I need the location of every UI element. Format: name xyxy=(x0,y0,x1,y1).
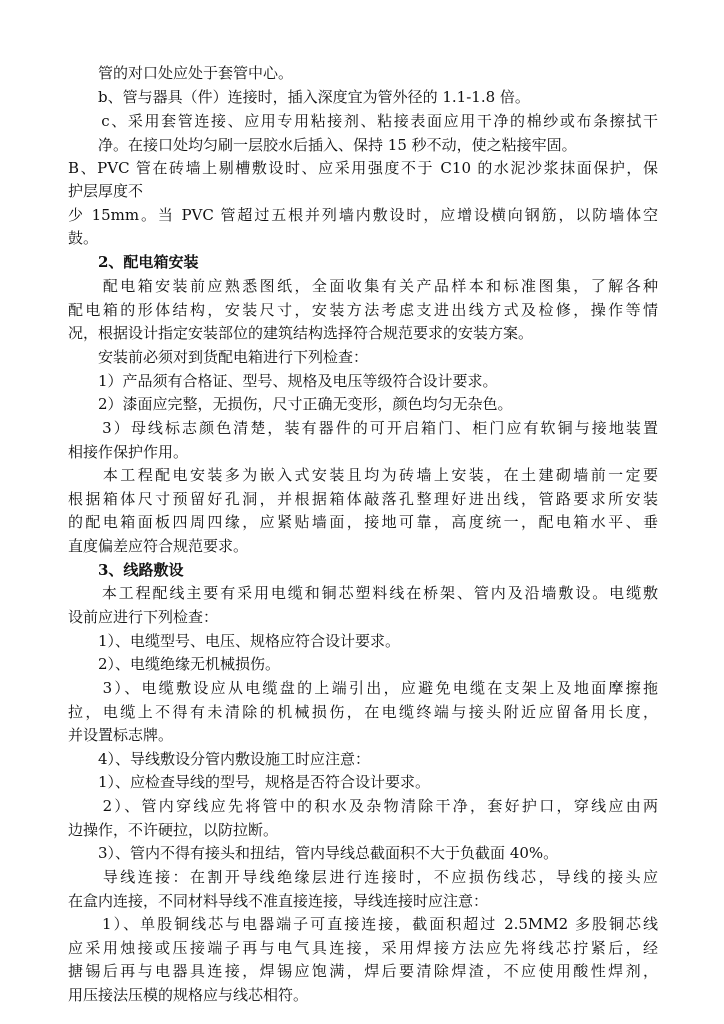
text-line: 并设置标志牌。 xyxy=(68,726,174,744)
section-heading: 2、配电箱安装 xyxy=(68,253,199,271)
text-line: 直度偏差应符合规范要求。 xyxy=(68,537,249,555)
text-line: 边操作，不许硬拉，以防拉断。 xyxy=(68,821,279,839)
text-line: 本工程配电安装多为嵌入式安装且均为砖墙上安装，在土建砌墙前一定要 xyxy=(68,466,658,484)
text-line: 1）产品须有合格证、型号、规格及电压等级符合设计要求。 xyxy=(68,372,498,390)
text-line: 本工程配线主要有采用电缆和铜芯塑料线在桥架、管内及沿墙敷设。电缆敷 xyxy=(68,584,658,602)
text-line: 2）漆面应完整，无损伤，尺寸正确无变形，颜色均匀无杂色。 xyxy=(68,395,513,413)
text-line: b、管与器具（件）连接时，插入深度宜为管外径的 1.1-1.8 倍。 xyxy=(68,88,530,106)
text-line: 1）、单股铜线芯与电器端子可直接连接，截面积超过 2.5MM2 多股铜芯线 xyxy=(68,915,658,933)
text-line: 2）、管内穿线应先将管中的积水及杂物清除干净，套好护口，穿线应由两 xyxy=(68,797,658,815)
text-line: B、PVC 管在砖墙上剔槽敷设时、应采用强度不于 C10 的水泥沙浆抹面保护，保 xyxy=(68,159,658,177)
text-line: 净。在接口处均匀刷一层胶水后插入、保持 15 秒不动，使之粘接牢固。 xyxy=(68,136,577,154)
text-line: 根据箱体尺寸预留好孔洞，并根据箱体敲落孔整理好进出线，管路要求所安装 xyxy=(68,490,658,508)
text-line: 用压接法压模的规格应与线芯相符。 xyxy=(68,986,309,1004)
text-line: 4）、导线敷设分管内敷设施工时应注意： xyxy=(68,750,371,768)
text-line: 2）、电缆绝缘无机械损伤。 xyxy=(68,655,281,673)
text-line: 导线连接：在割开导线绝缘层进行连接时，不应损伤线芯，导线的接头应 xyxy=(68,868,658,886)
text-line: 3）、管内不得有接头和扭结，管内导线总截面积不大于负截面 40%。 xyxy=(68,844,559,862)
text-line: 少 15mm。当 PVC 管超过五根并列墙内敷设时，应增设横向钢筋，以防墙体空 xyxy=(68,206,658,224)
text-line: 设前应进行下列检查： xyxy=(68,608,219,626)
text-line: 应采用烛接或压接端子再与电气具连接，采用焊接方法应先将线芯拧紧后，经 xyxy=(68,939,658,957)
text-line: c、采用套管连接、应用专用粘接剂、粘接表面应用干净的棉纱或布条擦拭干 xyxy=(68,112,658,130)
text-line: 3）母线标志颜色清楚，装有器件的可开启箱门、柜门应有软铜与接地装置 xyxy=(68,419,658,437)
text-line: 1）、电缆型号、电压、规格应符合设计要求。 xyxy=(68,632,401,650)
text-line: 在盒内连接，不同材料导线不准直接连接，导线连接时应注意： xyxy=(68,892,489,910)
text-line: 相接作保护作用。 xyxy=(68,443,189,461)
text-line: 3）、电缆敷设应从电缆盘的上端引出，应避免电缆在支架上及地面摩擦拖 xyxy=(68,679,658,697)
text-line: 搪锡后再与电器具连接，焊锡应饱满，焊后要清除焊渣，不应使用酸性焊剂， xyxy=(68,962,658,980)
section-heading: 3、线路敷设 xyxy=(68,561,184,579)
text-line: 1）、应检查导线的型号，规格是否符合设计要求。 xyxy=(68,773,431,791)
text-line: 的配电箱面板四周四缘，应紧贴墙面，接地可靠，高度统一，配电箱水平、垂 xyxy=(68,513,658,531)
text-line: 拉，电缆上不得有未清除的机械损伤，在电缆终端与接头附近应留备用长度， xyxy=(68,703,658,721)
text-line: 管的对口处应处于套管中心。 xyxy=(68,64,294,82)
text-line: 鼓。 xyxy=(68,229,99,247)
text-line: 护层厚度不 xyxy=(68,182,144,200)
text-line: 安装前必须对到货配电箱进行下列检查： xyxy=(68,348,369,366)
text-line: 况，根据设计指定安装部位的建筑结构选择符合规范要求的安装方案。 xyxy=(68,324,534,342)
text-line: 配电箱安装前应熟悉图纸，全面收集有关产品样本和标准图集，了解各种 xyxy=(68,277,658,295)
text-line: 配电箱的形体结构，安装尺寸，安装方法考虑支进出线方式及检修，操作等情 xyxy=(68,301,658,319)
